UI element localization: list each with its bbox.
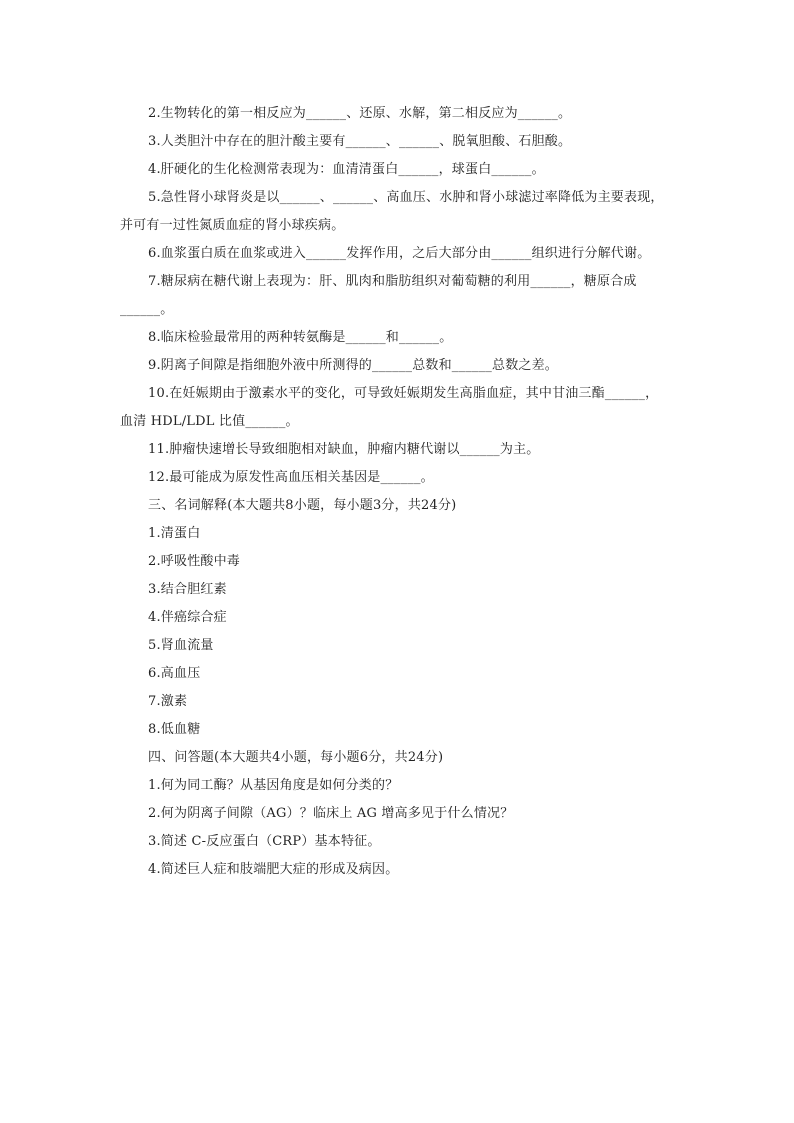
term-5: 5.肾血流量	[148, 638, 214, 653]
term-2: 2.呼吸性酸中毒	[148, 554, 241, 569]
term-3: 3.结合胆红素	[148, 582, 227, 597]
term-8: 8.低血糖	[148, 722, 201, 737]
fill-question-2: 2.生物转化的第一相反应为______、还原、水解，第二相反应为______。	[148, 106, 572, 121]
fill-question-5-line-1: 5.急性肾小球肾炎是以______、______、高血压、水肿和肾小球滤过率降低为主要表现，	[148, 190, 664, 205]
fill-question-11: 11.肿瘤快速增长导致细胞相对缺血，肿瘤内糖代谢以______为主。	[148, 442, 540, 457]
fill-question-8: 8.临床检验最常用的两种转氨酶是______和______。	[148, 330, 453, 345]
fill-question-5-line-2: 并可有一过性氮质血症的肾小球疾病。	[120, 218, 345, 233]
term-4: 4.伴癌综合症	[148, 610, 227, 625]
fill-question-4: 4.肝硬化的生化检测常表现为：血清清蛋白______，球蛋白______。	[148, 162, 545, 177]
fill-question-3: 3.人类胆汁中存在的胆汁酸主要有______、______、脱氧胆酸、石胆酸。	[148, 134, 572, 149]
fill-question-9: 9.阴离子间隙是指细胞外液中所测得的______总数和______总数之差。	[148, 358, 559, 373]
fill-question-12: 12.最可能成为原发性高血压相关基因是______。	[148, 470, 434, 485]
fill-question-10-line-1: 10.在妊娠期由于激素水平的变化，可导致妊娠期发生高脂血症，其中甘油三酯______，	[148, 386, 659, 401]
term-1: 1.清蛋白	[148, 526, 201, 541]
term-6: 6.高血压	[148, 666, 201, 681]
term-7: 7.激素	[148, 694, 188, 709]
section-heading-short-answer: 四、问答题(本大题共4小题，每小题6分，共24分)	[148, 750, 444, 765]
answer-question-1: 1.何为同工酶？从基因角度是如何分类的？	[148, 778, 399, 793]
answer-question-2: 2.何为阴离子间隙（AG）？临床上 AG 增高多见于什么情况？	[148, 806, 514, 821]
fill-question-7-line-2: ______。	[120, 302, 174, 317]
fill-question-10-line-2: 血清 HDL/LDL 比值______。	[120, 414, 299, 429]
section-heading-term-definitions: 三、名词解释(本大题共8小题，每小题3分，共24分)	[148, 498, 457, 513]
fill-question-6: 6.血浆蛋白质在血浆或进入______发挥作用，之后大部分由______组织进行分解代谢。	[148, 246, 651, 261]
fill-question-7-line-1: 7.糖尿病在糖代谢上表现为：肝、肌肉和脂肪组织对葡萄糖的利用______，糖原合成	[148, 274, 637, 289]
answer-question-4: 4.简述巨人症和肢端肥大症的形成及病因。	[148, 862, 399, 877]
answer-question-3: 3.简述 C-反应蛋白（CRP）基本特征。	[148, 834, 381, 849]
document-page	[120, 100, 680, 884]
